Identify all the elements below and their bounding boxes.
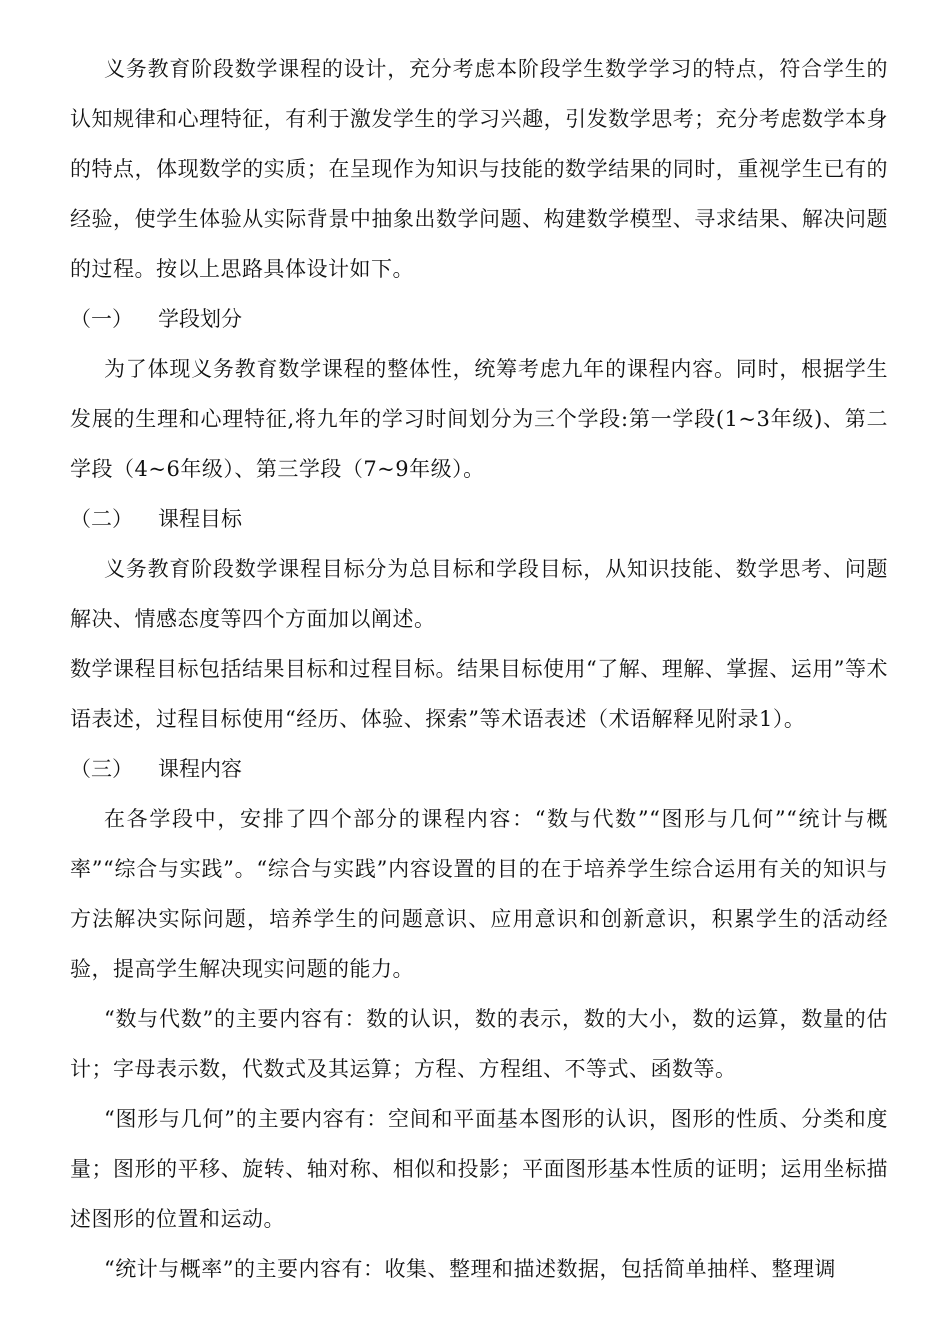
heading-course-goals: [70, 494, 888, 544]
paragraph-statistics: “统计与概率”的主要内容有：收集、整理和描述数据，包括简单抽样、整理调: [104, 1257, 836, 1281]
heading-stage-division: [70, 294, 888, 344]
paragraph-goals-terms: 数学课程目标包括结果目标和过程目标。结果目标使用“了解、理解、掌握、运用”等术语表述，过程目标使用“经历、体验、探索”等术语表述（术语解释见附录1）。: [70, 657, 888, 731]
paragraph-geometry: “图形与几何”的主要内容有：空间和平面基本图形的认识，图形的性质、分类和度量；图形的平移、旋转、轴对称、相似和投影；平面图形基本性质的证明；运用坐标描述图形的位置和运动。: [70, 1107, 888, 1231]
paragraph-intro: 义务教育阶段数学课程的设计，充分考虑本阶段学生数学学习的特点，符合学生的认知规律和心理特征，有利于激发学生的学习兴趣，引发数学思考；充分考虑数学本身的特点，体现数学的实质；在呈现作为知识与技能的数学结果的同时，重视学生已有的经验，使学生体验从实际背景中抽象出数学问题、构建数学模型、寻求结果、解决问题的过程。按以上思路具体设计如下。: [70, 57, 888, 281]
heading-number: （一）: [70, 307, 133, 331]
heading-title: 课程目标: [158, 507, 242, 531]
paragraph-content-overview: 在各学段中，安排了四个部分的课程内容：“数与代数”“图形与几何”“统计与概率”“综合与实践”。“综合与实践”内容设置的目的在于培养学生综合运用有关的知识与方法解决实际问题，培养学生的问题意识、应用意识和创新意识，积累学生的活动经验，提高学生解决现实问题的能力。: [70, 807, 888, 981]
paragraph-stages: 为了体现义务教育数学课程的整体性，统筹考虑九年的课程内容。同时，根据学生发展的生理和心理特征,将九年的学习时间划分为三个学段:第一学段(1~3年级)、第二学段（4~6年级）、第三学段（7~9年级）。: [70, 357, 888, 481]
heading-number: （三）: [70, 757, 133, 781]
heading-number: （二）: [70, 507, 133, 531]
paragraph-goals-overview: 义务教育阶段数学课程目标分为总目标和学段目标，从知识技能、数学思考、问题解决、情感态度等四个方面加以阐述。: [70, 557, 888, 631]
heading-title: 课程内容: [158, 757, 242, 781]
heading-title: 学段划分: [158, 307, 242, 331]
heading-course-content: [70, 744, 888, 794]
paragraph-number-algebra: “数与代数”的主要内容有：数的认识，数的表示，数的大小，数的运算，数量的估计；字母表示数，代数式及其运算；方程、方程组、不等式、函数等。: [70, 1007, 888, 1081]
